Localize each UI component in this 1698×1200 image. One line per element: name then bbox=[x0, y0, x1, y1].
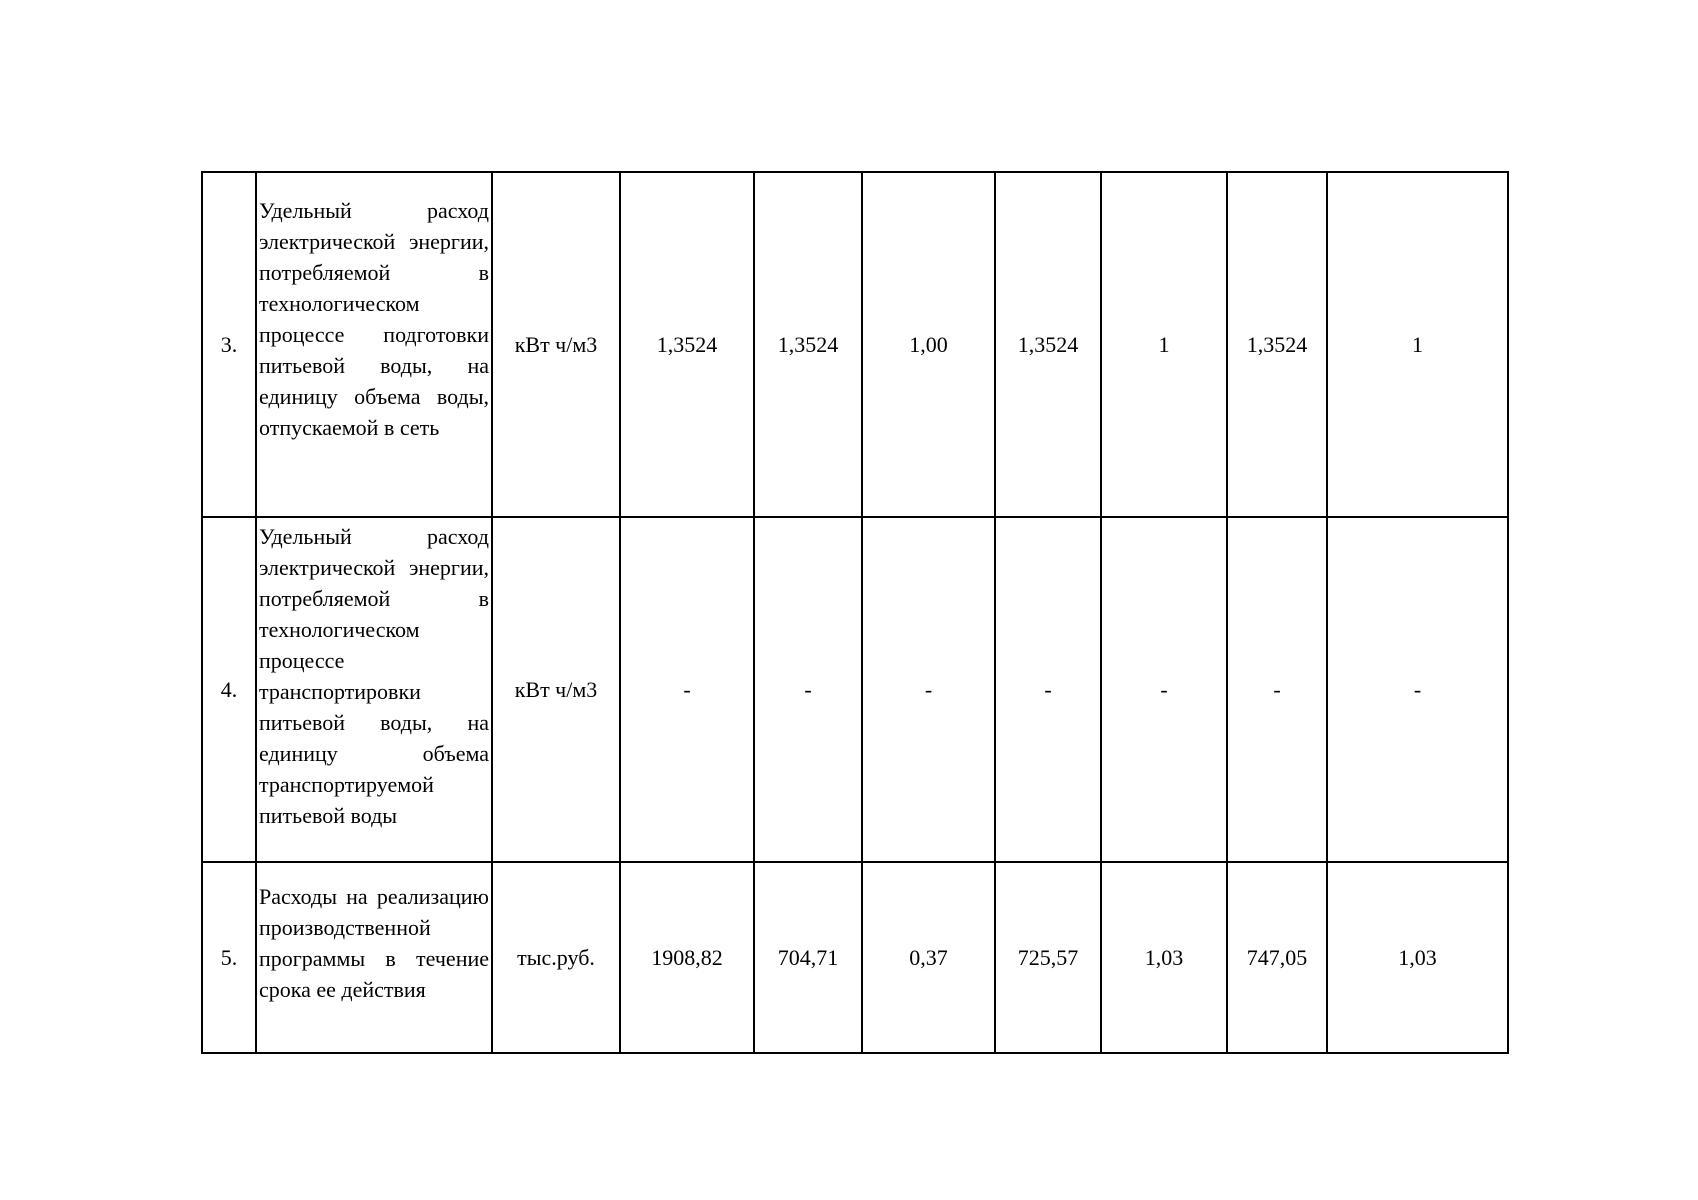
value-cell: 1,03 bbox=[1327, 862, 1508, 1053]
value-cell: 1 bbox=[1101, 172, 1227, 517]
unit-cell: тыс.руб. bbox=[492, 862, 620, 1053]
value-cell: 1,3524 bbox=[754, 172, 862, 517]
unit-cell: кВт ч/м3 bbox=[492, 517, 620, 862]
value-cell: 747,05 bbox=[1227, 862, 1327, 1053]
value-cell: 1,3524 bbox=[620, 172, 754, 517]
value-cell: - bbox=[1227, 517, 1327, 862]
value-cell: - bbox=[1101, 517, 1227, 862]
value-cell: 1,3524 bbox=[1227, 172, 1327, 517]
value-cell: - bbox=[1327, 517, 1508, 862]
value-cell: 725,57 bbox=[995, 862, 1101, 1053]
table-row bbox=[202, 172, 1508, 517]
indicator-name bbox=[256, 862, 492, 1053]
row-number: 3. bbox=[202, 172, 256, 517]
indicator-name bbox=[256, 517, 492, 862]
indicators-table bbox=[201, 171, 1509, 1054]
value-cell: 704,71 bbox=[754, 862, 862, 1053]
value-cell: 0,37 bbox=[862, 862, 995, 1053]
value-cell: 1,3524 bbox=[995, 172, 1101, 517]
table-row bbox=[202, 862, 1508, 1053]
value-cell: 1908,82 bbox=[620, 862, 754, 1053]
value-cell: - bbox=[995, 517, 1101, 862]
value-cell: - bbox=[754, 517, 862, 862]
value-cell: 1 bbox=[1327, 172, 1508, 517]
value-cell: 1,00 bbox=[862, 172, 995, 517]
indicator-name-text: Удельный расход электрической энергии, потребляемой в технологическом процессе транспортировки питьевой воды, на единицу объема транспортируемой питьевой воды bbox=[259, 524, 489, 828]
table-row bbox=[202, 517, 1508, 862]
indicator-name-text: Расходы на реализацию производственной программы в течение срока ее действия bbox=[259, 884, 489, 1002]
value-cell: 1,03 bbox=[1101, 862, 1227, 1053]
indicator-name-text: Удельный расход электрической энергии, потребляемой в технологическом процессе подготовки питьевой воды, на единицу объема воды, отпускаемой в сеть bbox=[259, 198, 489, 440]
value-cell: - bbox=[620, 517, 754, 862]
row-number: 4. bbox=[202, 517, 256, 862]
row-number: 5. bbox=[202, 862, 256, 1053]
value-cell: - bbox=[862, 517, 995, 862]
unit-cell: кВт ч/м3 bbox=[492, 172, 620, 517]
indicator-name bbox=[256, 172, 492, 517]
